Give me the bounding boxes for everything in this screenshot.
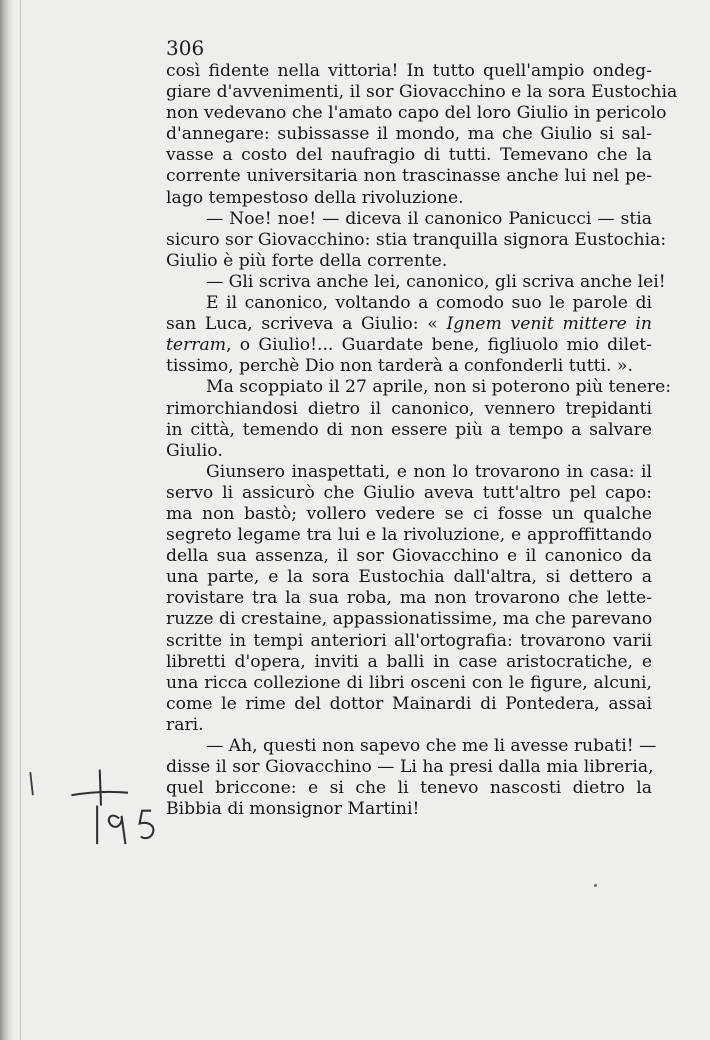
text-line: scritte in tempi anteriori all'ortografia: trovarono varii bbox=[166, 630, 652, 651]
text-line: della sua assenza, il sor Giovacchino e il canonico da bbox=[166, 546, 652, 567]
text-line: terram, o Giulio!... Guardate bene, figliuolo mio dilet- bbox=[166, 335, 652, 356]
handwritten-annotation bbox=[20, 752, 200, 872]
text-line: Bibbia di monsignor Martini! bbox=[166, 799, 420, 820]
text-line: sicuro sor Giovacchino: stia tranquilla signora Eustochia: bbox=[166, 229, 667, 250]
text-line: servo li assicurò che Giulio aveva tutt'altro pel capo: bbox=[166, 482, 652, 503]
text-line: Giulio è più forte della corrente. bbox=[166, 250, 448, 271]
text-line: in città, temendo di non essere più a tempo a salvare bbox=[166, 419, 652, 440]
paragraph bbox=[166, 293, 652, 377]
page-edge-line bbox=[20, 0, 21, 1040]
text-line: segreto legame tra lui e la rivoluzione, e approffittando bbox=[166, 525, 652, 546]
text-line: rimorchiandosi dietro il canonico, vennero trepidanti bbox=[166, 398, 652, 419]
text-line: — Ah, questi non sapevo che me li avesse rubati! — bbox=[206, 736, 657, 756]
text-line: come le rime del dottor Mainardi di Pontedera, assai bbox=[166, 693, 652, 714]
text-line: tissimo, perchè Dio non tarderà a confonderli tutti. ». bbox=[166, 356, 633, 377]
paragraph bbox=[166, 208, 667, 272]
cross-mark-vertical bbox=[100, 770, 101, 806]
text-line: libretti d'opera, inviti a balli in case aristocratiche, e bbox=[166, 651, 652, 672]
text-line: Giunsero inaspettati, e non lo trovarono in casa: il bbox=[206, 461, 652, 482]
text-line: una parte, e la sora Eustochia dall'altra, si dettero a bbox=[166, 567, 652, 588]
text-line: d'annegare: subissasse il mondo, ma che Giulio si sal- bbox=[166, 124, 652, 145]
text-line: disse il sor Giovacchino — Li ha presi dalla mia libreria, bbox=[166, 757, 654, 778]
text-line: san Luca, scriveva a Giulio: « Ignem venit mittere in bbox=[166, 314, 652, 335]
text-line: rari. bbox=[166, 714, 204, 735]
binding-shadow bbox=[0, 0, 14, 1040]
text-line: corrente universitaria non trascinasse anche lui nel pe- bbox=[166, 166, 652, 187]
ink-speck bbox=[594, 884, 597, 887]
text-line: lago tempestoso della rivoluzione. bbox=[166, 187, 464, 208]
text-line: una ricca collezione di libri osceni con le figure, alcuni, bbox=[166, 672, 652, 693]
body-text bbox=[166, 61, 678, 820]
paragraph bbox=[166, 377, 672, 461]
page-number: 306 bbox=[166, 36, 205, 60]
text-line: non vedevano che l'amato capo del loro Giulio in pericolo bbox=[166, 103, 667, 124]
text-line: E il canonico, voltando a comodo suo le parole di bbox=[206, 293, 652, 314]
text-line: — Noe! noe! — diceva il canonico Panicucci — stia bbox=[206, 208, 652, 229]
text-line: vasse a costo del naufragio di tutti. Temevano che la bbox=[166, 145, 652, 166]
text-line: Ma scoppiato il 27 aprile, non si poterono più tenere: bbox=[206, 377, 672, 398]
paragraph bbox=[166, 61, 678, 209]
text-line: così fidente nella vittoria! In tutto quell'ampio ondeg- bbox=[166, 61, 652, 81]
text-line: ma non bastò; vollero vedere se ci fosse un qualche bbox=[166, 503, 652, 524]
text-line: — Gli scriva anche lei, canonico, gli scriva anche lei! bbox=[206, 271, 666, 292]
text-line: rovistare tra la sua roba, ma non trovarono che lette- bbox=[166, 588, 652, 609]
handwritten-digit-5 bbox=[140, 811, 154, 838]
text-line: quel briccone: e si che li tenevo nascosti dietro la bbox=[166, 778, 652, 799]
text-line: giare d'avvenimenti, il sor Giovacchino e la sora Eustochia bbox=[166, 82, 678, 103]
text-line: ruzze di crestaine, appassionatissime, ma che parevano bbox=[166, 609, 653, 630]
paragraph bbox=[166, 736, 657, 820]
margin-tick-mark bbox=[30, 772, 33, 795]
paragraph bbox=[166, 462, 652, 736]
text-line: Giulio. bbox=[166, 440, 223, 461]
handwritten-digit-9 bbox=[109, 816, 126, 844]
paragraph bbox=[166, 271, 666, 293]
